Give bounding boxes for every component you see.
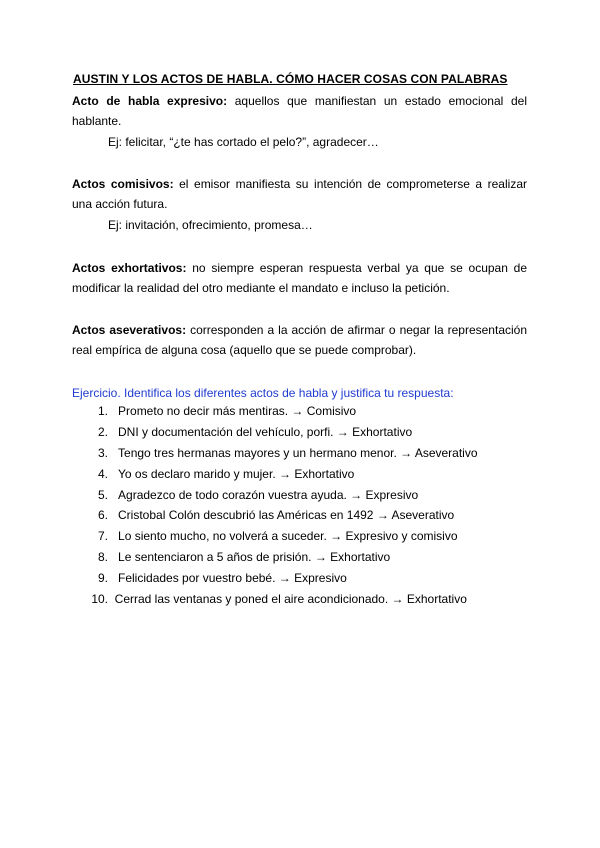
list-item bbox=[72, 401, 512, 422]
list-item bbox=[72, 547, 512, 568]
item-number: 9. bbox=[97, 571, 108, 586]
item-text: Yo os declaro marido y mujer. → Exhortativo bbox=[118, 466, 355, 481]
section-aseverativos bbox=[72, 320, 527, 360]
example-comisivos: Ej: invitación, ofrecimiento, promesa… bbox=[108, 218, 313, 232]
definition-expresivo: aquellos que manifiestan un estado emocional del hablante. bbox=[72, 94, 527, 128]
item-text: Felicidades por vuestro bebé. → Expresivo bbox=[118, 571, 347, 586]
list-item bbox=[72, 422, 512, 443]
definition-exhortativos: no siempre esperan respuesta verbal ya que se ocupan de modificar la realidad del otro mediante el mandato e incluso la petición. bbox=[72, 261, 528, 295]
item-number: 4. bbox=[97, 466, 108, 481]
item-number: 3. bbox=[97, 445, 108, 460]
term-expresivo: Acto de habla expresivo: bbox=[72, 94, 228, 108]
definition-comisivos: el emisor manifiesta su intención de comprometerse a realizar una acción futura. bbox=[72, 177, 527, 211]
term-exhortativos: Actos exhortativos: bbox=[72, 261, 187, 275]
item-number: 1. bbox=[97, 404, 108, 418]
example-expresivo: Ej: felicitar, “¿te has cortado el pelo?”, agradecer… bbox=[108, 135, 379, 149]
item-text: Lo siento mucho, no volverá a suceder. → Expresivo y comisivo bbox=[118, 529, 458, 544]
exercise-prompt: Ejercicio. Identifica los diferentes actos de habla y justifica tu respuesta: bbox=[72, 386, 454, 400]
item-number: 8. bbox=[97, 550, 108, 565]
list-item bbox=[72, 485, 512, 506]
list-item bbox=[72, 589, 512, 610]
item-number: 7. bbox=[97, 529, 108, 544]
list-item bbox=[72, 443, 512, 464]
section-exhortativos bbox=[72, 258, 527, 298]
item-number: 5. bbox=[97, 487, 108, 502]
item-text: Prometo no decir más mentiras. → Comisivo bbox=[118, 404, 357, 418]
answers-list bbox=[72, 401, 512, 610]
item-number: 2. bbox=[97, 424, 108, 439]
item-text: Cerrad las ventanas y poned el aire acondicionado. → Exhortativo bbox=[114, 592, 467, 607]
item-number: 10. bbox=[91, 592, 108, 607]
definition-aseverativos: corresponden a la acción de afirmar o negar la representación real empírica de alguna cosa (aquello que se puede comprobar). bbox=[72, 323, 528, 357]
document-title: AUSTIN Y LOS ACTOS DE HABLA. CÓMO HACER COSAS CON PALABRAS bbox=[73, 72, 508, 86]
item-text: DNI y documentación del vehículo, porfi. → Exhortativo bbox=[118, 424, 413, 439]
section-comisivos bbox=[72, 174, 527, 214]
item-text: Cristobal Colón descubrió las Américas en 1492 → Aseverativo bbox=[118, 508, 455, 523]
list-item bbox=[72, 526, 512, 547]
section-expresivo bbox=[72, 91, 527, 131]
list-item bbox=[72, 568, 512, 589]
list-item bbox=[72, 505, 512, 526]
item-text: Agradezco de todo corazón vuestra ayuda. → Expresivo bbox=[118, 487, 419, 502]
item-text: Tengo tres hermanas mayores y un hermano menor. → Aseverativo bbox=[118, 445, 478, 460]
list-item bbox=[72, 464, 512, 485]
item-number: 6. bbox=[97, 508, 108, 523]
term-comisivos: Actos comisivos: bbox=[72, 177, 174, 191]
term-aseverativos: Actos aseverativos: bbox=[72, 323, 187, 337]
item-text: Le sentenciaron a 5 años de prisión. → Exhortativo bbox=[118, 550, 391, 565]
